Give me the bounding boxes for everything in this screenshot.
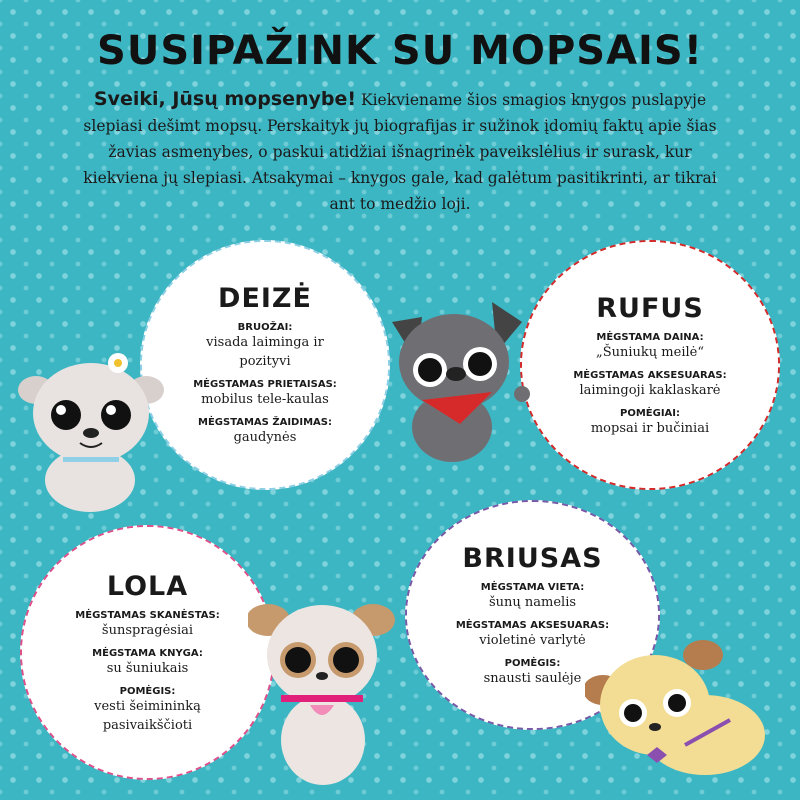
fact-label: MĖGSTAMA VIETA: [480,581,585,593]
pug-name: DEIZĖ [218,283,312,314]
fact-label: MĖGSTAMA KNYGA: [92,647,203,659]
fact-value: šunspragėsiai [101,622,194,638]
profile-lola [20,525,275,780]
profile-rufus [520,240,780,490]
intro-lead: Sveiki, Jūsų mopsenybe! [93,88,357,110]
fact-value: laimingoji kaklaskarė [579,382,721,398]
fact-value: vesti šeimininką pasivaikščioti [94,698,201,733]
rufus-pug-illustration [382,292,532,467]
fact-value: „Šuniukų meilė“ [596,344,704,360]
fact-label: MĖGSTAMA DAINA: [596,331,704,343]
fact-label: MĖGSTAMAS SKANĖSTAS: [75,609,220,621]
fact-value: mobilus tele-kaulas [201,392,329,407]
fact-label: POMĖGIS: [119,685,176,697]
lola-pug-illustration [248,600,398,795]
fact-value: gaudynės [233,430,297,445]
profile-deize [140,240,390,490]
pug-name: BRIUSAS [462,542,603,574]
pug-name: LOLA [106,570,189,602]
fact-label: MĖGSTAMAS AKSESUARAS: [573,369,727,381]
fact-label: MĖGSTAMAS ŽAIDIMAS: [198,417,332,428]
page-title: SUSIPAŽINK SU MOPSAIS! [97,28,703,74]
intro-text [70,86,730,217]
fact-label: BRUOŽAI: [237,322,293,333]
deize-pug-illustration [18,345,168,515]
fact-value: su šuniukais [106,660,189,676]
briusas-pug-illustration [585,635,775,785]
fact-label: POMĖGIS: [504,657,561,669]
fact-value: snausti saulėje [483,670,582,686]
pug-name: RUFUS [596,292,704,324]
fact-value: violetinė varlytė [479,632,586,648]
fact-value: visada laiminga ir pozityvi [206,335,324,369]
intro-body: Kiekviename šios smagios knygos puslapyje slepiasi dešimt mopsų. Perskaityk jų biografijas ir sužinok įdomių faktų apie šias žavias asmenybes, o paskui atidžiai išnagrinėk paveikslėlius ir surask, kur kiekviena jų slepiasi. Atsakymai – knygos gale, kad galėtum pasitikrinti, ar tikrai ant to medžio loji. [83,91,717,213]
fact-label: MĖGSTAMAS PRIETAISAS: [193,379,337,390]
fact-label: POMĖGIAI: [620,407,680,419]
fact-value: mopsai ir bučiniai [590,420,710,436]
fact-label: MĖGSTAMAS AKSESUARAS: [455,619,610,631]
fact-value: šunų namelis [488,594,577,610]
